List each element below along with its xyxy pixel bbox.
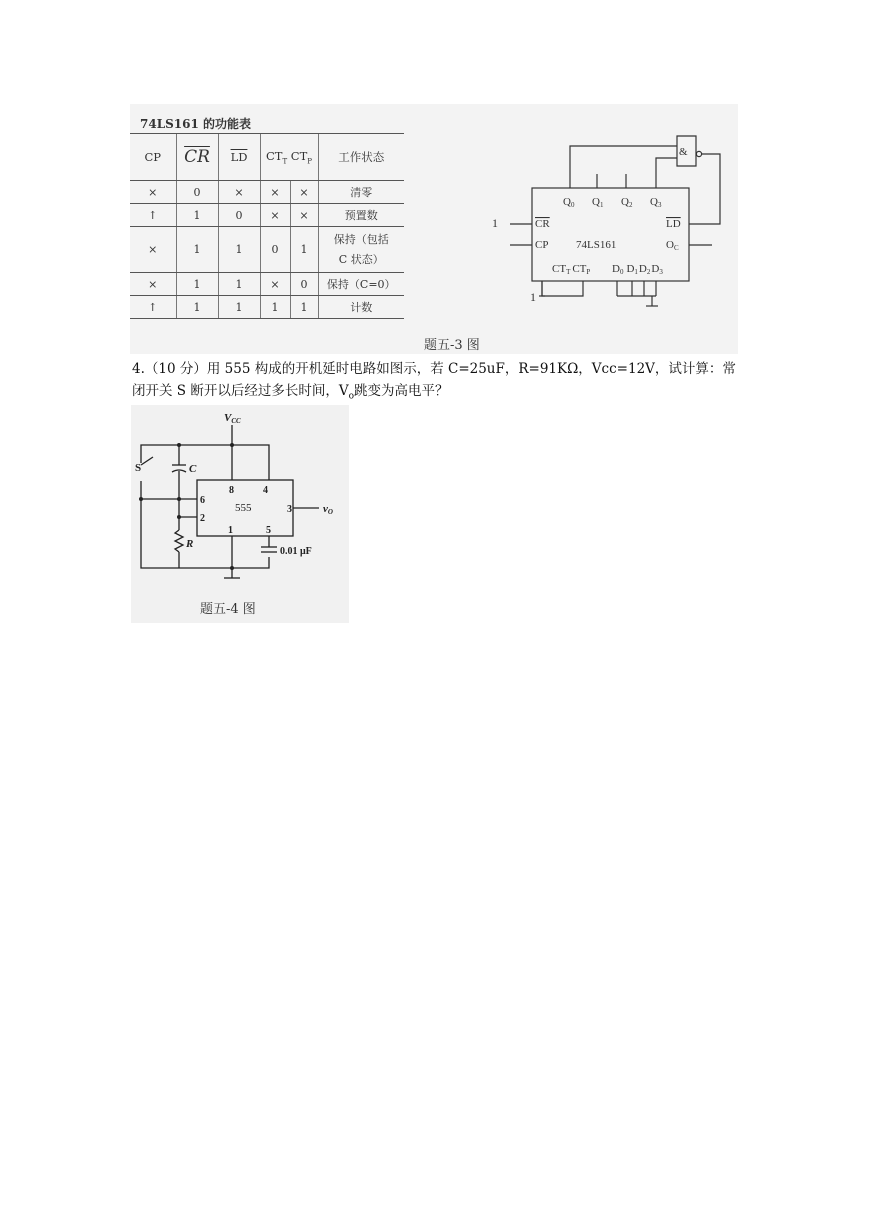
svg-text:CR: CR — [535, 218, 550, 230]
figure-5-4-caption: 题五-4 图 — [200, 602, 256, 617]
figure-5-3-caption: 题五-3 图 — [424, 338, 480, 353]
svg-text:74LS161: 74LS161 — [576, 239, 617, 251]
circuit-74ls161 — [480, 128, 730, 313]
svg-text:CP: CP — [535, 239, 549, 251]
svg-text:2: 2 — [200, 513, 205, 524]
svg-text:Q2: Q2 — [621, 196, 633, 209]
table-row: ↑ 1 0 × × 预置数 — [130, 204, 404, 227]
svg-text:1: 1 — [530, 290, 536, 304]
table-row: × 1 1 0 1 保持（包括 C 状态） — [130, 227, 404, 273]
svg-text:CTTCTP: CTT CTP — [552, 263, 591, 276]
header-cp: CP — [130, 134, 176, 181]
svg-text:S: S — [135, 462, 142, 474]
svg-text:3: 3 — [287, 504, 292, 515]
svg-text:5: 5 — [266, 525, 271, 536]
table-row: × 0 × × × 清零 — [130, 181, 404, 204]
header-ld: $\overline{LD}$ — [218, 134, 260, 181]
table-row: ↑ 1 1 1 1 计数 — [130, 296, 404, 319]
header-ct: $CT_T$ $CT_P$ — [260, 134, 318, 181]
svg-text:Q3: Q3 — [650, 196, 662, 209]
header-cr: $\overline{CR}$ — [176, 134, 218, 181]
svg-text:vO: vO — [323, 503, 333, 516]
header-state: 工作状态 — [318, 134, 404, 181]
svg-text:VCC: VCC — [224, 412, 241, 425]
svg-text:C: C — [189, 463, 197, 475]
svg-text:&: & — [679, 146, 688, 158]
table-header-row — [130, 134, 404, 181]
circuit-555 — [131, 405, 349, 595]
svg-text:8: 8 — [229, 485, 234, 496]
question-4: 4.（10 分）用 555 构成的开机延时电路如图示，若 C=25uF，R=91KΩ，Vcc=12V，试计算：常闭开关 S 断开以后经过多长时间，$V_o$跳变为高电平？ — [132, 361, 736, 402]
function-table — [130, 133, 404, 319]
svg-text:1: 1 — [492, 216, 498, 230]
svg-text:D0D1D2D3: D0 D1D2D3 — [612, 263, 663, 276]
table-title: 74LS161 的功能表 — [140, 117, 252, 131]
svg-text:R: R — [186, 538, 194, 550]
table-row: × 1 1 × 0 保持（C=0） — [130, 273, 404, 296]
svg-text:OC: OC — [666, 239, 679, 252]
svg-text:555: 555 — [235, 502, 252, 514]
svg-text:LD: LD — [666, 218, 681, 230]
svg-text:0.01 μF: 0.01 μF — [280, 546, 312, 557]
svg-text:Q1: Q1 — [592, 196, 604, 209]
svg-text:1: 1 — [228, 525, 233, 536]
svg-text:6: 6 — [200, 495, 205, 506]
svg-text:4: 4 — [263, 485, 268, 496]
svg-text:Q0: Q0 — [563, 196, 575, 209]
